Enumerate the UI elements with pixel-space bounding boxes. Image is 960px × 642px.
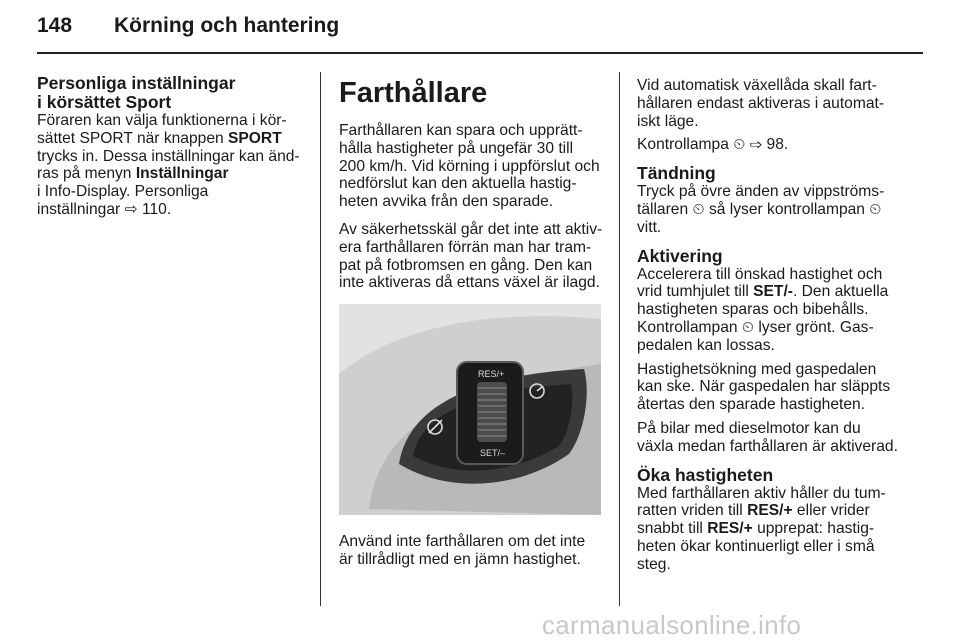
column-1 [37,74,309,225]
paragraph: Tryck på övre änden av vippströms- tällaren ⏲ så lyser kontrollampan ⏲ vitt. [637,183,885,236]
paragraph: Hastighetsökning med gaspedalen kan ske. När gaspedalen har släppts återtas den sparade hastigheten. [637,360,891,414]
paragraph: Vid automatisk växellåda skall fart- hållaren endast aktiveras i automat- iskt läge. [637,77,885,130]
column-3 [637,77,927,580]
steering-wheel-controls-photo [339,304,601,515]
paragraph: Farthållaren kan spara och upprätt- hålla hastigheter på ungefär 30 till 200 km/h. Vid körning i uppförslut och nedförslut kan den aktuella hastig- heten avvika från den sparade. [339,122,600,211]
section-title: Farthållare [339,77,488,109]
paragraph: Kontrollampa ⏲ ⇨ 98. [637,136,789,154]
paragraph: På bilar med dieselmotor kan du växla medan farthållaren är aktiverad. [637,419,898,455]
paragraph: Accelerera till önskad hastighet och vrid tumhjulet till SET/-. Den aktuella hastigheten sparas och bibehålls. Kontrollampan ⏲ lyser grönt. Gas- pedalen kan lossas. [637,265,889,354]
paragraph: Av säkerhetsskäl går det inte att aktiv- era farthållaren förrän man har tram- pat på fotbromsen en gång. Den kan inte aktiveras då ettans växel är ilagd. [339,220,603,292]
column-divider [320,72,321,606]
page-header [37,14,339,38]
page-number: 148 [37,14,73,37]
chapter-title: Körning och hantering [114,14,340,37]
heading-aktivering: Aktivering [637,245,723,266]
paragraph: Använd inte farthållaren om det inte är tillrådligt med en jämn hastighet. [339,533,586,568]
header-rule [37,52,923,54]
column-2 [339,74,607,575]
paragraph: Med farthållaren aktiv håller du tum- ratten vriden till RES/+ eller vrider snabbt till RES/+ upprepat: hastig- heten ökar kontinuerligt eller i små steg. [637,484,886,573]
res-plus-label: RES/+ [478,369,505,380]
column-divider [619,72,620,606]
section-heading: Personliga inställningar i körsättet Sport [37,73,236,112]
sport-paragraph: Föraren kan välja funktionerna i kör- sättet SPORT när knappen SPORT trycks in. Dessa inställningar kan änd- ras på menyn Inställningar i Info-Display. Personliga inställningar ⇨ 110. [37,112,300,218]
set-minus-label: SET/– [480,448,506,459]
heading-tandning: Tändning [637,163,716,184]
heading-oka-hastigheten: Öka hastigheten [637,464,774,485]
watermark-text: carmanualsonline.info [542,610,802,640]
